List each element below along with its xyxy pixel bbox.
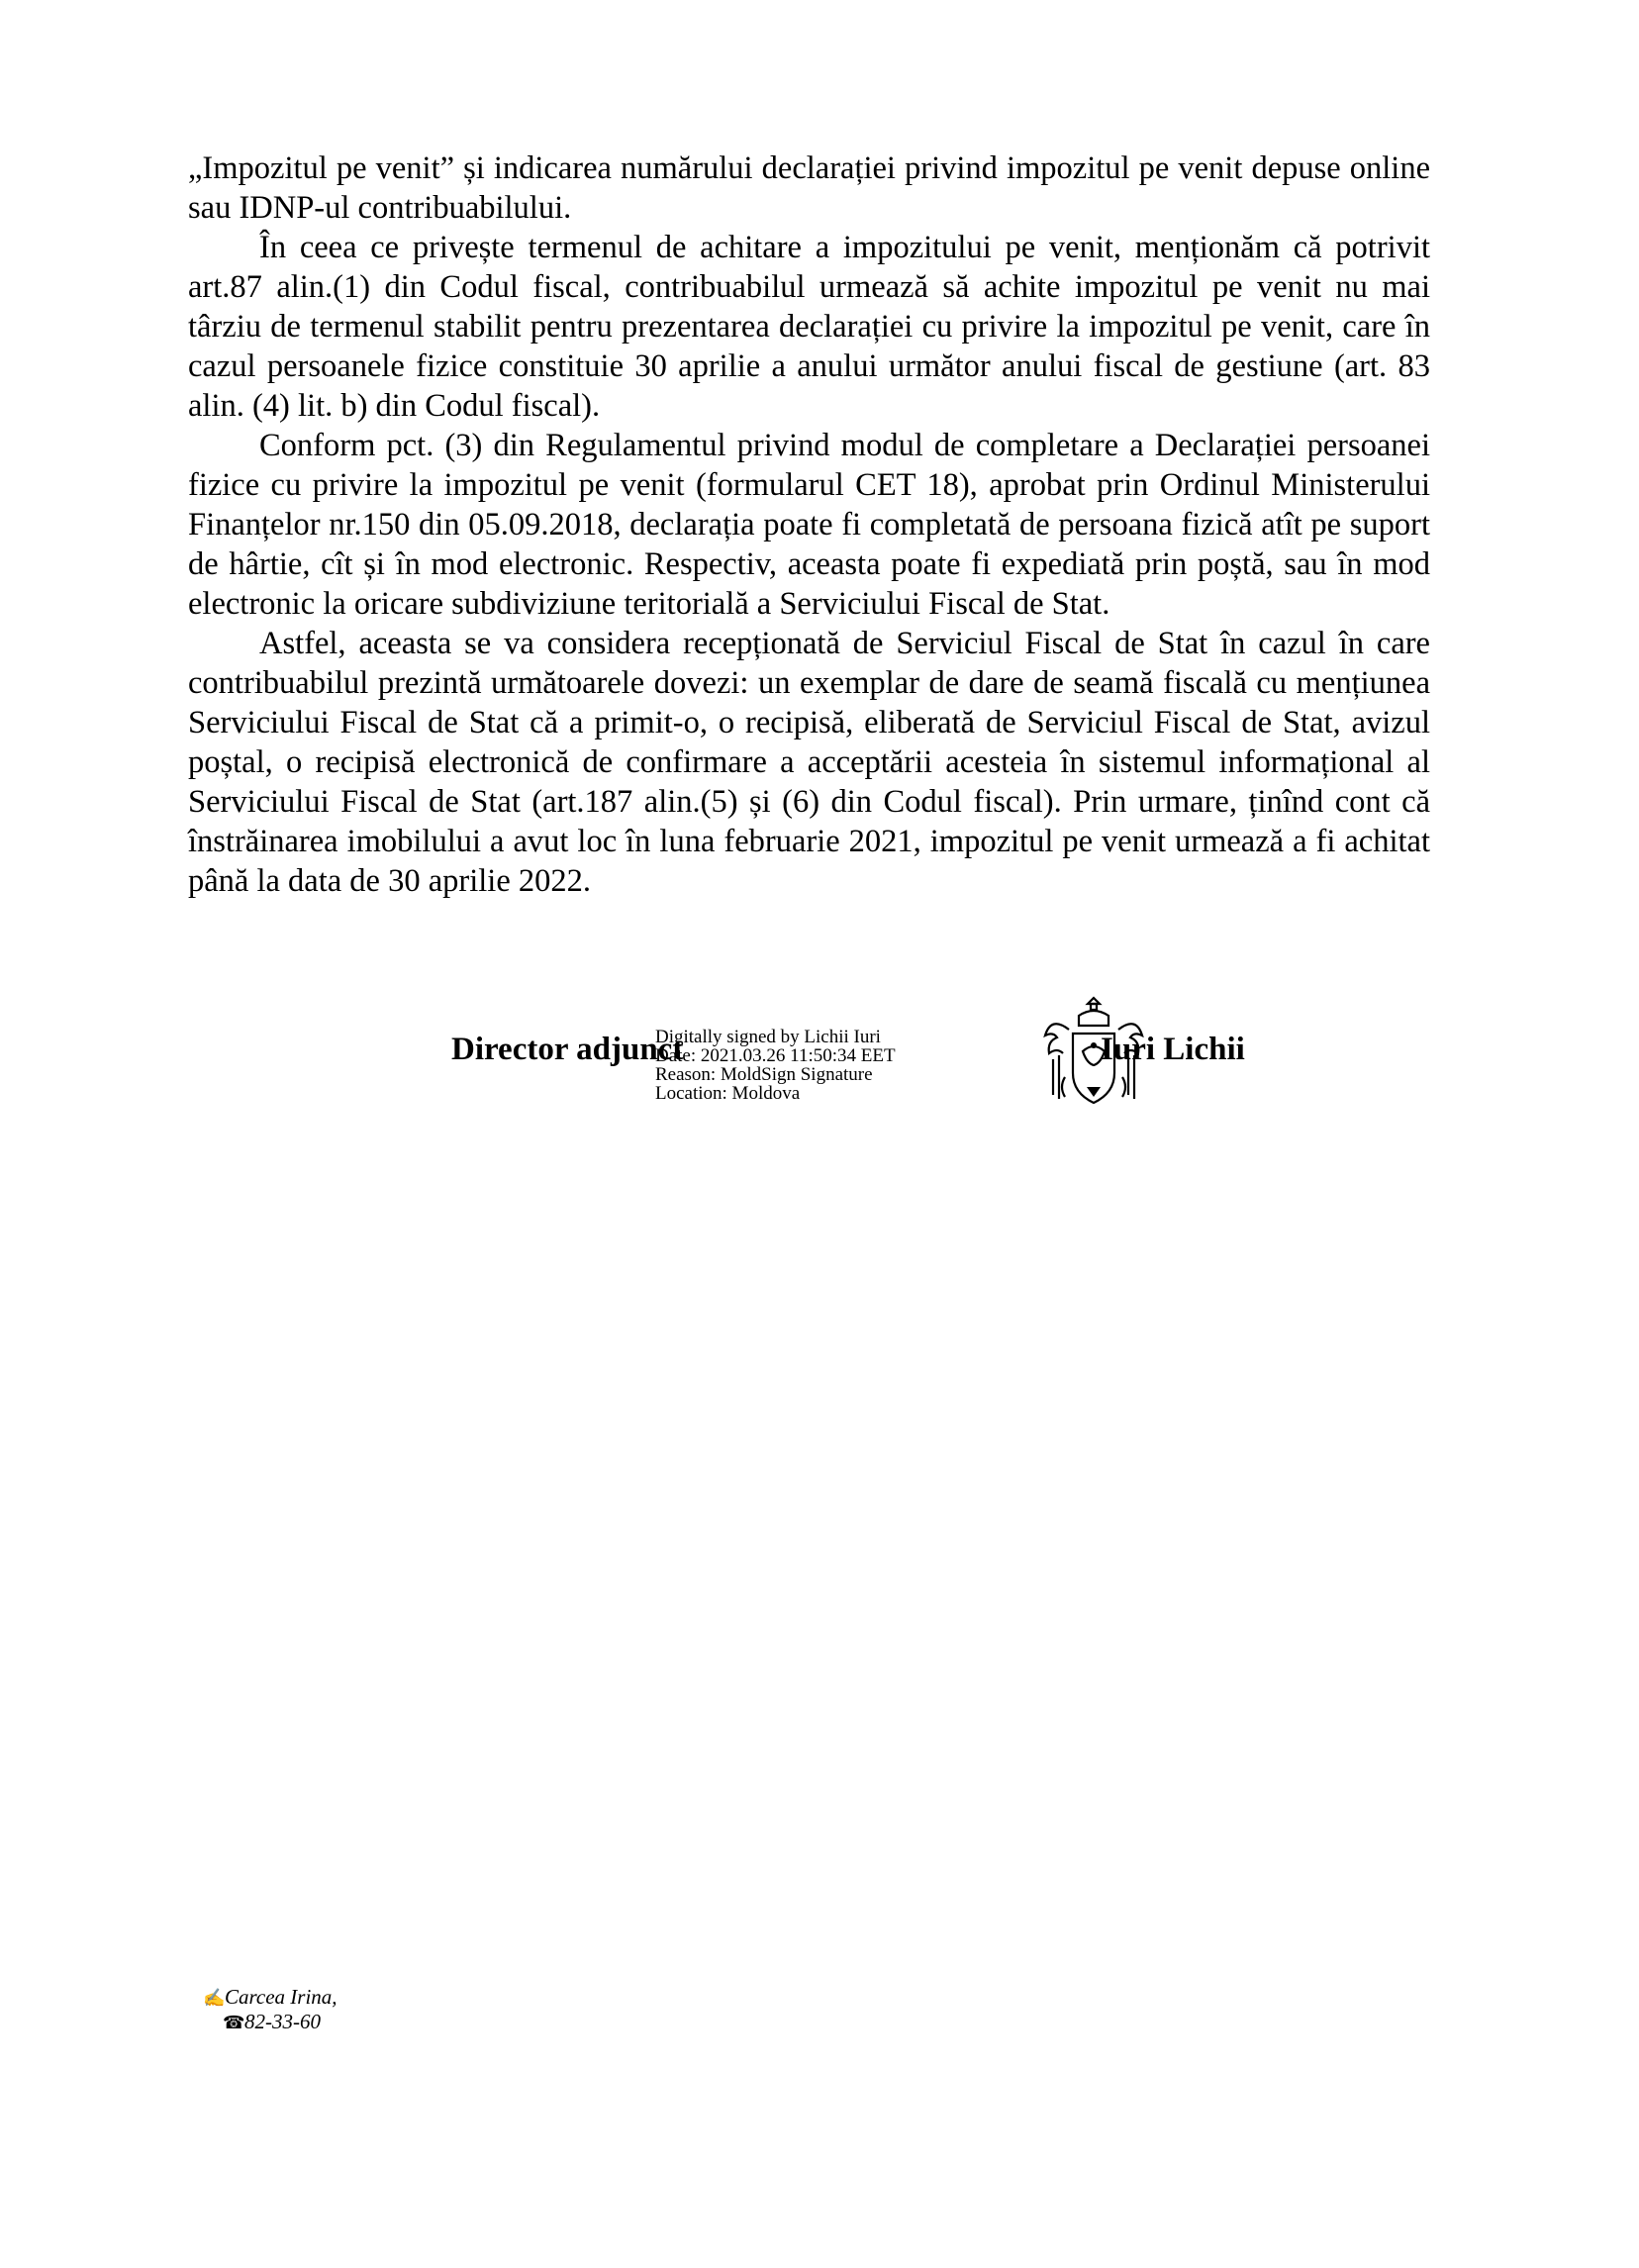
signature-date-line: Date: 2021.03.26 11:50:34 EET	[655, 1045, 896, 1066]
signature-row	[0, 990, 1639, 1148]
signature-reason-line: Reason: MoldSign Signature	[655, 1064, 873, 1085]
executor-phone: 82-33-60	[244, 2010, 321, 2033]
signatory-title: Director adjunct	[451, 1032, 684, 1067]
paragraph-3: Conform pct. (3) din Regulamentul privind modul de completare a Declarației persoanei fizice cu privire la impozitul pe venit (formularul CET 18), aprobat prin Ordinul Ministerului Finanțelor nr.150 din 05.09.2018, declarația poate fi completată de persoana fizică atît pe suport de hârtie, cît și în mod electronic. Respectiv, aceasta poate fi expediată prin poștă, sau în mod electronic la oricare subdiviziune teritorială a Serviciului Fiscal de Stat.	[188, 428, 1430, 622]
paragraph-4: Astfel, aceasta se va considera recepționată de Serviciul Fiscal de Stat în cazul în care contribuabilul prezintă următoarele dovezi: un exemplar de dare de seamă fiscală cu mențiunea Serviciului Fiscal de Stat că a primit-o, o recipisă, eliberată de Serviciul Fiscal de Stat, avizul poștal, o recipisă electronică de confirmare a acceptării acesteia în sistemul informațional al Serviciului Fiscal de Stat (art.187 alin.(5) și (6) din Codul fiscal). Prin urmare, ținînd cont că înstrăinarea imobilului a avut loc în luna februarie 2021, impozitul pe venit urmează a fi achitat până la data de 30 aprilie 2022.	[188, 626, 1430, 899]
paragraph-2: În ceea ce privește termenul de achitare a impozitului pe venit, menționăm că potrivit art.87 alin.(1) din Codul fiscal, contribuabilul urmează să achite impozitul pe venit nu mai târziu de termenul stabilit pentru prezentarea declarației cu privire la impozitul pe venit, care în cazul persoanele fizice constituie 30 aprilie a anului următor anului fiscal de gestiune (art. 83 alin. (4) lit. b) din Codul fiscal).	[188, 230, 1430, 424]
signed-by-line: Digitally signed by Lichii Iuri	[655, 1027, 881, 1047]
signatory-name: Iuri Lichii	[1101, 1032, 1245, 1067]
signature-location-line: Location: Moldova	[655, 1083, 801, 1104]
telephone-icon: ☎	[223, 2013, 245, 2032]
digital-signature-stamp	[655, 1028, 896, 1103]
executor-footer	[203, 1985, 337, 2034]
paragraph-1: „Impozitul pe venit” și indicarea numărului declarației privind impozitul pe venit depuse online sau IDNP-ul contribuabilului.	[188, 150, 1430, 226]
pen-icon: ✍	[203, 1988, 226, 2008]
executor-name: Carcea Irina,	[225, 1985, 337, 2009]
document-body	[188, 148, 1430, 901]
